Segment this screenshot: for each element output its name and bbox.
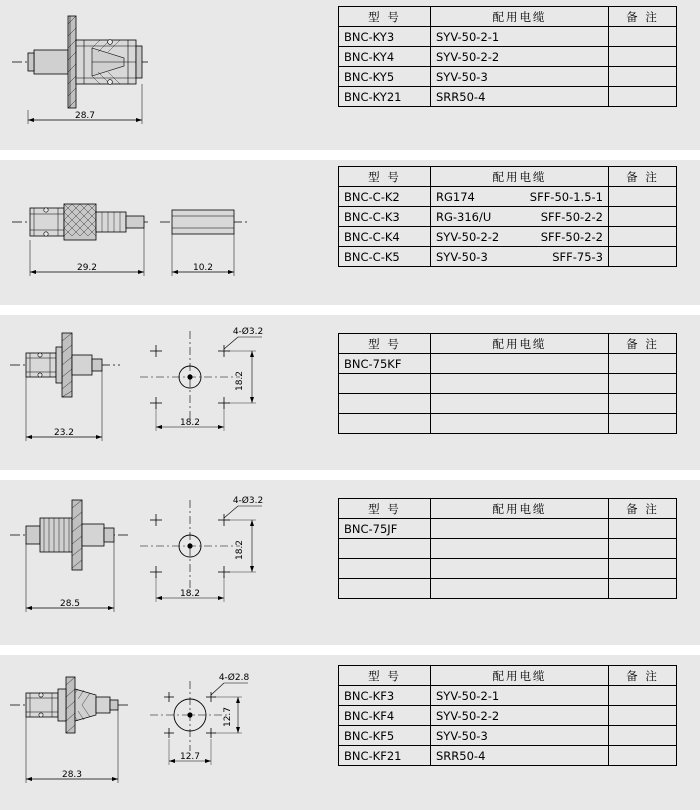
cell-cable: SYV-50-2-2 (431, 47, 609, 67)
table-row (339, 394, 677, 414)
section-separator (0, 305, 700, 315)
table-row (339, 726, 677, 746)
hole-spec-label: 4-Ø2.8 (218, 673, 250, 683)
cell-cable-a: SYV-50-3 (436, 249, 488, 264)
table-header-row (339, 666, 677, 686)
header-cable: 配用电缆 (431, 666, 609, 686)
cell-cable (431, 207, 609, 227)
cell-model: BNC-KF4 (339, 706, 431, 726)
cell-model: BNC-75KF (339, 354, 431, 374)
cell-cable (431, 414, 609, 434)
header-note: 备 注 (609, 334, 677, 354)
spec-table-bnc-kf (338, 665, 677, 766)
cell-model: BNC-KY3 (339, 27, 431, 47)
table-row (339, 207, 677, 227)
cell-cable (431, 374, 609, 394)
dimension-pitch-horizontal: 12.7 (179, 752, 201, 762)
cell-cable (431, 187, 609, 207)
table-row (339, 559, 677, 579)
spec-table-bnc-75jf (338, 498, 677, 599)
table-row (339, 686, 677, 706)
dimension-pitch-vertical: 18.2 (235, 370, 245, 392)
cell-cable (431, 579, 609, 599)
cell-cable-a: RG174 (436, 189, 475, 204)
cell-model (339, 539, 431, 559)
header-note: 备 注 (609, 7, 677, 27)
table-row (339, 47, 677, 67)
cell-cable (431, 354, 609, 374)
header-cable: 配用电缆 (431, 167, 609, 187)
header-cable: 配用电缆 (431, 334, 609, 354)
cell-note (609, 394, 677, 414)
table-row (339, 247, 677, 267)
table-row (339, 354, 677, 374)
cell-cable (431, 247, 609, 267)
table-row (339, 746, 677, 766)
section-bnc-75kf (0, 315, 700, 470)
cell-note (609, 374, 677, 394)
cell-model: BNC-KY5 (339, 67, 431, 87)
table-area-bnc-kf (330, 655, 700, 766)
cell-note (609, 579, 677, 599)
cell-model (339, 394, 431, 414)
cell-model (339, 559, 431, 579)
drawing-bnc-75jf (0, 480, 330, 645)
spec-table-bnc-c-k (338, 166, 677, 267)
cell-note (609, 414, 677, 434)
cell-model: BNC-75JF (339, 519, 431, 539)
cell-cable (431, 394, 609, 414)
section-bnc-75jf (0, 480, 700, 645)
cell-model (339, 579, 431, 599)
header-model: 型 号 (339, 334, 431, 354)
dimension-length: 28.5 (59, 599, 81, 609)
cell-cable: SYV-50-2-2 (431, 706, 609, 726)
table-area-bnc-75jf (330, 480, 700, 599)
header-cable: 配用电缆 (431, 7, 609, 27)
table-row (339, 227, 677, 247)
table-row (339, 579, 677, 599)
table-row (339, 27, 677, 47)
table-row (339, 706, 677, 726)
cell-cable-a: RG-316/U (436, 209, 492, 224)
hole-spec-label: 4-Ø3.2 (232, 327, 264, 337)
cell-model (339, 374, 431, 394)
cell-cable: SYV-50-3 (431, 726, 609, 746)
table-row (339, 414, 677, 434)
cell-note (609, 559, 677, 579)
dimension-length: 28.7 (74, 111, 96, 121)
cell-note (609, 27, 677, 47)
cell-note (609, 539, 677, 559)
cell-note (609, 207, 677, 227)
table-header-row (339, 167, 677, 187)
connector-drawing-ck (0, 160, 330, 305)
header-model: 型 号 (339, 167, 431, 187)
dimension-pitch-horizontal: 18.2 (179, 418, 201, 428)
header-note: 备 注 (609, 666, 677, 686)
cell-cable-b: SFF-75-3 (552, 249, 603, 264)
cell-cable (431, 519, 609, 539)
table-row (339, 67, 677, 87)
connector-drawing-75jf (0, 480, 330, 645)
cell-model: BNC-KF3 (339, 686, 431, 706)
connector-drawing-75kf (0, 315, 330, 470)
cell-cable: SRR50-4 (431, 87, 609, 107)
cell-cable-a: SYV-50-2-2 (436, 229, 500, 244)
header-model: 型 号 (339, 666, 431, 686)
header-cable: 配用电缆 (431, 499, 609, 519)
cell-cable (431, 559, 609, 579)
dimension-length: 23.2 (53, 428, 75, 438)
cell-cable: SYV-50-2-1 (431, 686, 609, 706)
dimension-length-2: 10.2 (192, 263, 214, 273)
header-model: 型 号 (339, 7, 431, 27)
cell-note (609, 187, 677, 207)
cell-note (609, 726, 677, 746)
cell-cable-b: SFF-50-1.5-1 (529, 189, 603, 204)
cell-model: BNC-KY21 (339, 87, 431, 107)
table-area-bnc-75kf (330, 315, 700, 434)
cell-note (609, 746, 677, 766)
cell-model: BNC-C-K4 (339, 227, 431, 247)
cell-note (609, 87, 677, 107)
table-row (339, 374, 677, 394)
table-area-bnc-c-k (330, 160, 700, 267)
table-row (339, 187, 677, 207)
cell-model: BNC-C-K2 (339, 187, 431, 207)
drawing-bnc-c-k (0, 160, 330, 305)
connector-drawing-kf (0, 655, 330, 810)
table-area-bnc-ky (330, 0, 700, 107)
cell-cable: SRR50-4 (431, 746, 609, 766)
drawing-bnc-kf (0, 655, 330, 810)
header-model: 型 号 (339, 499, 431, 519)
table-row (339, 87, 677, 107)
cell-note (609, 354, 677, 374)
cell-cable (431, 539, 609, 559)
table-row (339, 519, 677, 539)
drawing-bnc-ky (0, 0, 330, 150)
section-bnc-c-k (0, 160, 700, 305)
cell-note (609, 67, 677, 87)
cell-cable (431, 227, 609, 247)
table-header-row (339, 7, 677, 27)
section-separator (0, 150, 700, 160)
dimension-pitch-vertical: 18.2 (235, 539, 245, 561)
header-note: 备 注 (609, 167, 677, 187)
cell-model: BNC-C-K5 (339, 247, 431, 267)
cell-note (609, 247, 677, 267)
cell-note (609, 519, 677, 539)
cell-note (609, 47, 677, 67)
cell-cable-b: SFF-50-2-2 (540, 209, 603, 224)
section-bnc-kf (0, 655, 700, 810)
connector-drawing-ky (0, 0, 330, 150)
cell-model: BNC-C-K3 (339, 207, 431, 227)
dimension-length: 28.3 (61, 770, 83, 780)
cell-note (609, 686, 677, 706)
section-bnc-ky (0, 0, 700, 150)
table-row (339, 539, 677, 559)
hole-spec-label: 4-Ø3.2 (232, 496, 264, 506)
drawing-bnc-75kf (0, 315, 330, 470)
section-separator (0, 470, 700, 480)
cell-model: BNC-KY4 (339, 47, 431, 67)
section-separator (0, 645, 700, 655)
spec-table-bnc-ky (338, 6, 677, 107)
header-note: 备 注 (609, 499, 677, 519)
dimension-pitch-horizontal: 18.2 (179, 589, 201, 599)
cell-model: BNC-KF21 (339, 746, 431, 766)
cell-cable-b: SFF-50-2-2 (540, 229, 603, 244)
spec-table-bnc-75kf (338, 333, 677, 434)
cell-note (609, 706, 677, 726)
cell-cable: SYV-50-2-1 (431, 27, 609, 47)
cell-model (339, 414, 431, 434)
cell-model: BNC-KF5 (339, 726, 431, 746)
table-header-row (339, 499, 677, 519)
dimension-length: 29.2 (76, 263, 98, 273)
dimension-pitch-vertical: 12.7 (223, 706, 233, 728)
cell-note (609, 227, 677, 247)
cell-cable: SYV-50-3 (431, 67, 609, 87)
table-header-row (339, 334, 677, 354)
